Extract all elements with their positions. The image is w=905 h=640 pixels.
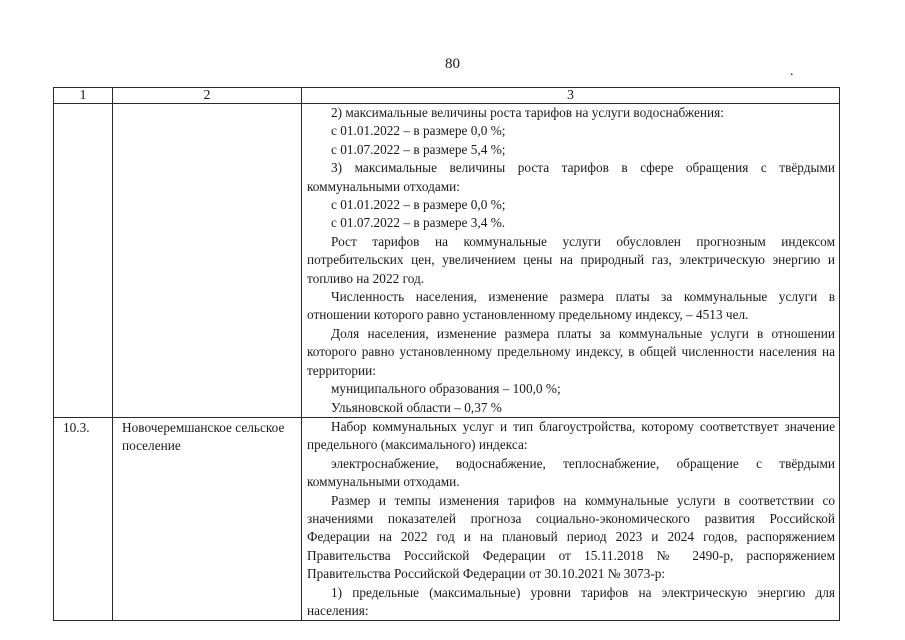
text-paragraph: электроснабжение, водоснабжение, теплоснабжение, обращение с твёрдыми коммунальными отходами. [307,455,835,490]
text-paragraph: Рост тарифов на коммунальные услуги обусловлен прогнозным индексом потребительских цен, увеличением цены на природный газ, электрическую энергию и топливо на 2022 год. [307,233,835,286]
text-paragraph: 1) предельные (максимальные) уровни тарифов на электрическую энергию для населения: [307,584,835,618]
text-line: муниципального образования – 100,0 %; [331,381,561,397]
text-line: с 01.01.2022 – в размере 0,0 %; [331,123,506,139]
text-paragraph: Размер и темпы изменения тарифов на коммунальные услуги в соответствии со значениями показателей прогноза социально-экономического развития Российской Федерации на 2022 год и на плановый период 2023 и 2024 годов, распоряжением Правительства Российской Федерации от 15.11.2018 № 2490-р, распоряжением Правительства Российской Федерации от 30.10.2021 № 3073-р: [307,492,835,582]
text-paragraph: Набор коммунальных услуг и тип благоустройства, которому соответствует значение предельного (максимального) индекса: [307,418,835,453]
row-number-cell: 10.3. [54,417,113,620]
text-line: с 01.07.2022 – в размере 5,4 %; [331,141,506,157]
text-line: Ульяновской области – 0,37 % [331,399,502,415]
table-header-row [54,88,840,104]
text-paragraph: Численность населения, изменение размера платы за коммунальные услуги в отношении которого равно установленному предельному индексу, – 4513 чел. [307,289,835,323]
settlement-name-cell: Новочеремшанское сельское поселение [113,417,302,620]
text-line: 2) максимальные величины роста тарифов на услуги водоснабжения: [331,105,724,120]
text-line: с 01.07.2022 – в размере 3,4 %. [331,215,506,231]
row-number-cell [54,104,113,418]
settlement-name-cell [113,104,302,418]
tariff-table [53,87,840,621]
text-paragraph: Доля населения, изменение размера платы за коммунальные услуги в отношении которого равно установленному предельному индексу, в общей численности населения на территории: [307,325,835,378]
header-col-3: 3 [302,88,840,104]
header-col-2: 2 [113,88,302,104]
description-cell [302,417,840,620]
table-row-10-3 [54,417,840,620]
header-col-1: 1 [54,88,113,104]
page-bottom-margin [0,624,905,640]
text-line: 3) максимальные величины роста тарифов в сфере обращения с твёрдыми коммунальными отходами: [307,160,835,194]
text-line: с 01.01.2022 – в размере 0,0 %; [331,197,506,213]
scan-artifact-dot: . [790,64,794,79]
table-row-continuation [54,104,840,418]
page-number: 80 [445,56,460,72]
description-cell [302,104,840,418]
